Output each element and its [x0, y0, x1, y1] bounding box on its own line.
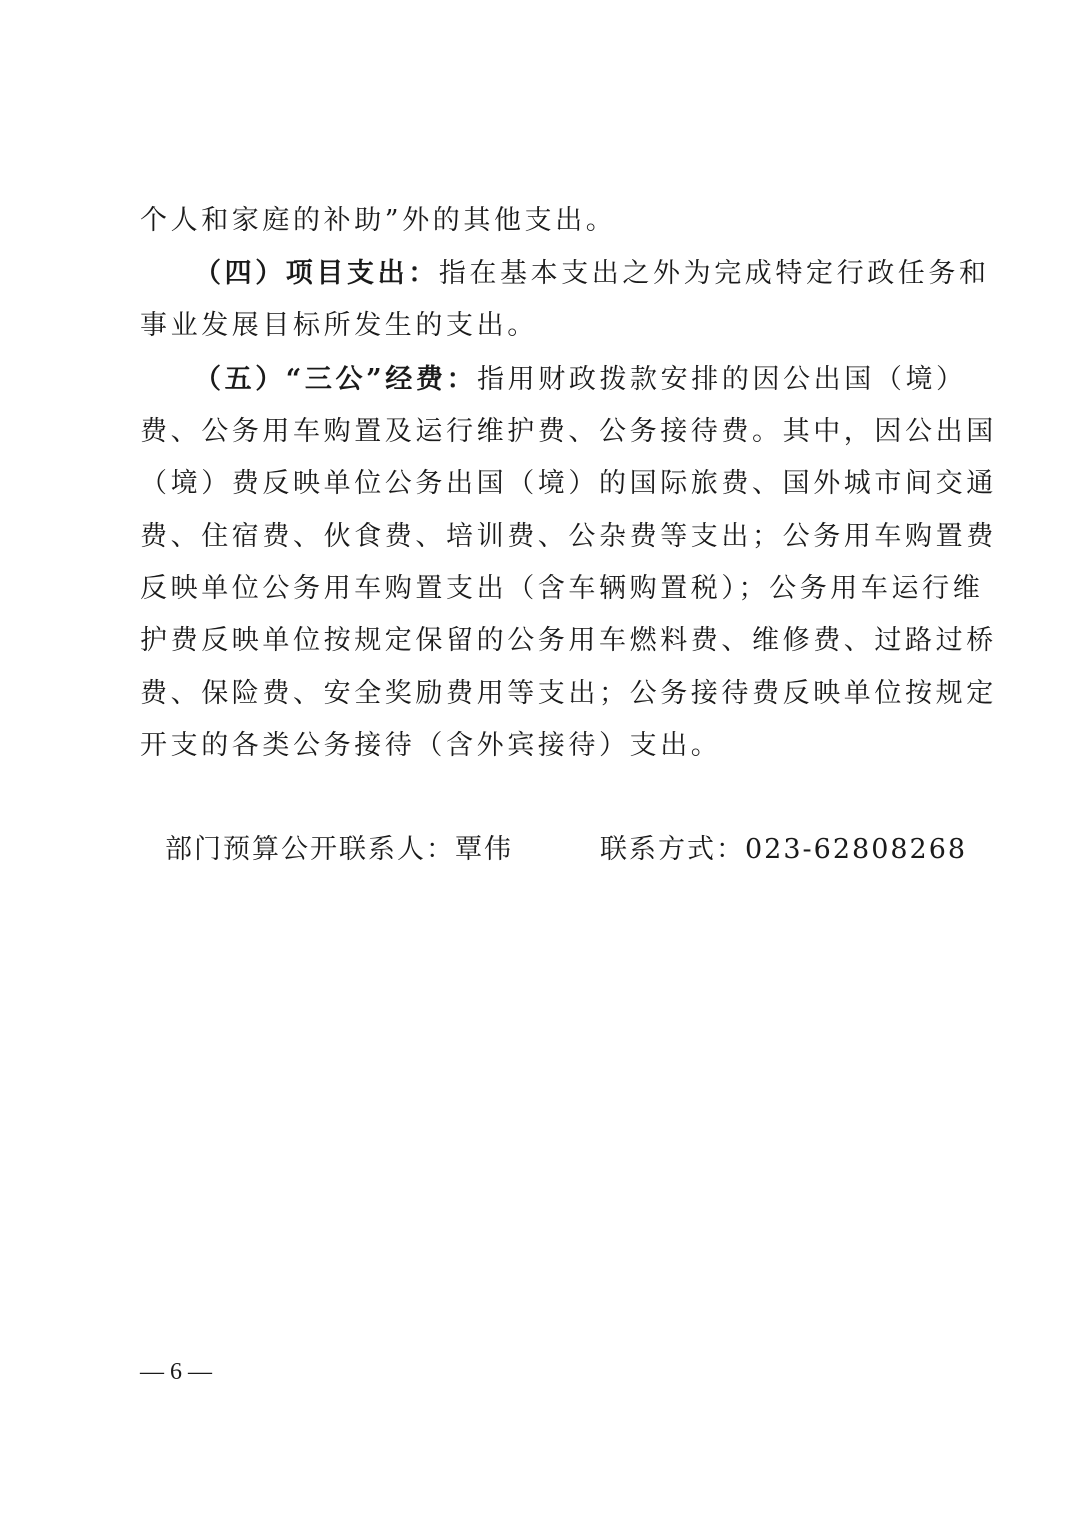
item-5-heading: （五）“三公”经费：	[194, 364, 478, 395]
contact-person: 部门预算公开联系人：覃伟	[165, 834, 513, 865]
paragraph-line: 开支的各类公务接待（含外宾接待）支出。	[140, 730, 722, 761]
item-4-first-line	[194, 258, 990, 289]
paragraph-line: 事业发展目标所发生的支出。	[140, 310, 538, 341]
page-number: — 6 —	[140, 1359, 212, 1385]
paragraph-line: 费、住宿费、伙食费、培训费、公杂费等支出；公务用车购置费	[140, 521, 997, 552]
contact-phone: 联系方式：023-62808268	[600, 834, 968, 865]
paragraph-line: 护费反映单位按规定保留的公务用车燃料费、维修费、过路过桥	[140, 625, 997, 656]
item-5-text: 指用财政拨款安排的因公出国（境）	[477, 364, 967, 395]
paragraph-line: 费、公务用车购置及运行维护费、公务接待费。其中，因公出国	[140, 416, 997, 447]
paragraph-line: 费、保险费、安全奖励费用等支出；公务接待费反映单位按规定	[140, 678, 997, 709]
item-4-heading: （四）项目支出：	[194, 258, 439, 289]
paragraph-line: 反映单位公务用车购置支出（含车辆购置税）；公务用车运行维	[140, 573, 984, 604]
item-4-text: 指在基本支出之外为完成特定行政任务和	[438, 258, 990, 289]
paragraph-line: （境）费反映单位公务出国（境）的国际旅费、国外城市间交通	[140, 468, 997, 499]
paragraph-line: 个人和家庭的补助”外的其他支出。	[140, 205, 617, 236]
item-5-first-line	[194, 364, 967, 395]
